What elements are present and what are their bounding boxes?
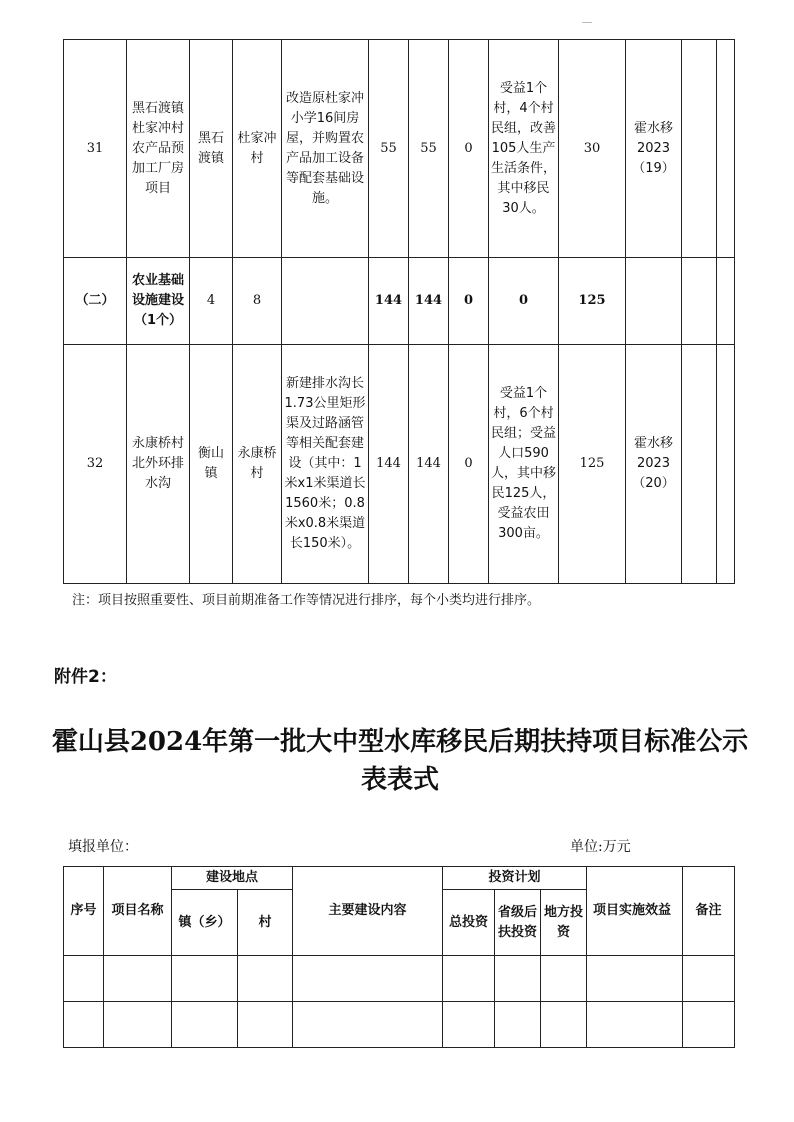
header-investment: 投资计划 xyxy=(443,867,587,890)
header-local: 地方投资 xyxy=(541,890,587,956)
header-benefit: 项目实施效益 xyxy=(587,867,683,956)
row-content: 新建排水沟长1.73公里矩形渠及过路涵管等相关配套建设（其中：1米x1米渠道长1560米；0.8米x0.8米渠道长150米）。 xyxy=(282,345,369,584)
row-extra xyxy=(717,258,735,345)
header-total: 总投资 xyxy=(443,890,495,956)
attachment-label: 附件2： xyxy=(54,667,117,687)
row-content: 改造原杜家冲小学16间房屋，并购置农产品加工设备等配套基础设施。 xyxy=(282,40,369,258)
table-row xyxy=(64,258,735,345)
empty-row xyxy=(64,1002,735,1048)
row-benefit: 0 xyxy=(489,258,559,345)
row-project-name: 永康桥村北外环排水沟 xyxy=(127,345,190,584)
row-local-investment: 0 xyxy=(449,40,489,258)
table-row xyxy=(64,345,735,584)
row-document: 霍水移2023（19） xyxy=(626,40,682,258)
row-remark xyxy=(682,258,717,345)
table-row xyxy=(64,40,735,258)
header-remark: 备注 xyxy=(683,867,735,956)
row-provincial-investment: 144 xyxy=(409,345,449,584)
header-provincial: 省级后扶投资 xyxy=(495,890,541,956)
row-provincial-investment: 144 xyxy=(409,258,449,345)
row-document xyxy=(626,258,682,345)
row-seq: 31 xyxy=(64,40,127,258)
row-document: 霍水移2023（20） xyxy=(626,345,682,584)
header-content: 主要建设内容 xyxy=(293,867,443,956)
row-remark xyxy=(682,40,717,258)
unit-label: 单位:万元 xyxy=(570,839,631,855)
empty-row xyxy=(64,956,735,1002)
header-seq: 序号 xyxy=(64,867,104,956)
row-seq: 32 xyxy=(64,345,127,584)
table-note: 注：项目按照重要性、项目前期准备工作等情况进行排序，每个小类均进行排序。 xyxy=(72,593,541,608)
row-project-name: 黑石渡镇杜家冲村农产品预加工厂房项目 xyxy=(127,40,190,258)
row-village: 杜家冲村 xyxy=(233,40,282,258)
row-village: 永康桥村 xyxy=(233,345,282,584)
corner-mark xyxy=(582,22,592,23)
row-local-investment: 0 xyxy=(449,258,489,345)
row-project-name: 农业基础设施建设（1个） xyxy=(127,258,190,345)
row-total-investment: 144 xyxy=(369,345,409,584)
header-row xyxy=(64,867,735,890)
row-seq: （二） xyxy=(64,258,127,345)
row-extra xyxy=(717,345,735,584)
header-town: 镇（乡） xyxy=(172,890,238,956)
row-provincial-investment: 55 xyxy=(409,40,449,258)
row-plan: 125 xyxy=(559,258,626,345)
header-location: 建设地点 xyxy=(172,867,293,890)
row-town: 4 xyxy=(190,258,233,345)
header-project-name: 项目名称 xyxy=(104,867,172,956)
row-benefit: 受益1个村，4个村民组，改善105人生产生活条件，其中移民30人。 xyxy=(489,40,559,258)
row-remark xyxy=(682,345,717,584)
row-plan: 125 xyxy=(559,345,626,584)
row-local-investment: 0 xyxy=(449,345,489,584)
row-benefit: 受益1个村，6个村民组；受益人口590人，其中移民125人，受益农田300亩。 xyxy=(489,345,559,584)
row-content xyxy=(282,258,369,345)
project-list-table xyxy=(63,39,735,584)
row-extra xyxy=(717,40,735,258)
row-plan: 30 xyxy=(559,40,626,258)
row-total-investment: 55 xyxy=(369,40,409,258)
fill-unit-label: 填报单位： xyxy=(68,839,138,855)
row-village: 8 xyxy=(233,258,282,345)
row-town: 衡山镇 xyxy=(190,345,233,584)
page-title: 霍山县2024年第一批大中型水库移民后期扶持项目标准公示表表式 xyxy=(51,727,749,795)
header-village: 村 xyxy=(238,890,293,956)
row-town: 黑石渡镇 xyxy=(190,40,233,258)
row-total-investment: 144 xyxy=(369,258,409,345)
form-template-table xyxy=(63,866,735,1048)
